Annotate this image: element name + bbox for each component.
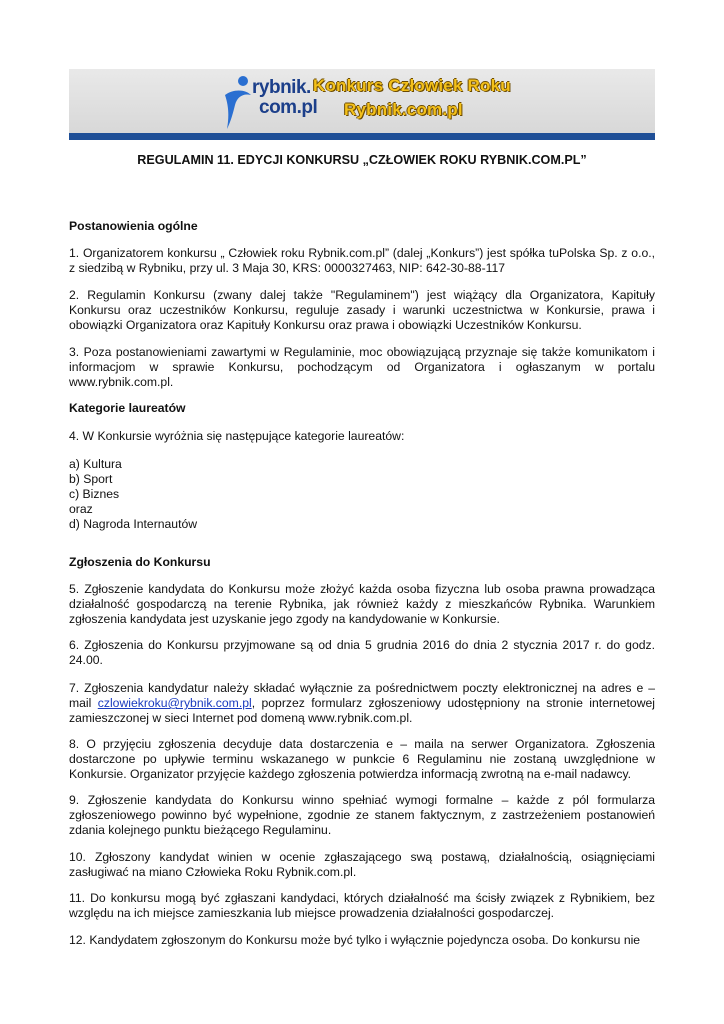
section-heading-submissions: Zgłoszenia do Konkursu xyxy=(69,555,211,569)
paragraph-12: 12. Kandydatem zgłoszonym do Konkursu może być tylko i wyłącznie pojedyncza osoba. Do konkursu nie xyxy=(69,933,641,947)
paragraph-4: 4. W Konkursie wyróżnia się następujące kategorie laureatów: xyxy=(69,429,405,443)
contact-email-link[interactable]: czlowiekroku@rybnik.com.pl xyxy=(97,696,252,710)
category-list xyxy=(69,457,655,532)
paragraph-11: 11. Do konkursu mogą być zgłaszani kandydaci, których działalność ma ścisły związek z Rybnikiem, bez względu na ich miejsce zamieszkania lub miejsce prowadzenia działalności gospodarczej. xyxy=(69,891,655,920)
paragraph-3: 3. Poza postanowieniami zawartymi w Regulaminie, moc obowiązującą przyznaje się także komunikatom i informacjom w sprawie Konkursu, pochodzącym od Organizatora i ogłaszanym w portalu www.rybnik.com.pl. xyxy=(69,345,655,389)
document-title: REGULAMIN 11. EDYCJI KONKURSU „CZŁOWIEK ROKU RYBNIK.COM.PL” xyxy=(137,153,587,167)
paragraph-10: 10. Zgłoszony kandydat winien w ocenie zgłaszającego swą postawą, działalnością, osiągnięciami zasługiwać na miano Człowieka Roku Rybnik.com.pl. xyxy=(69,850,655,879)
list-item: oraz xyxy=(69,502,93,516)
paragraph-5: 5. Zgłoszenie kandydata do Konkursu może złożyć każda osoba fizyczna lub osoba prawna prowadząca działalność gospodarczą na terenie Rybnika, jak również każdy z mieszkańców Rybnika. Warunkiem zgłoszenia kandydata jest uzyskanie jego zgody na kandydowanie w Konkursie. xyxy=(69,582,655,626)
paragraph-9: 9. Zgłoszenie kandydata do Konkursu winno spełniać wymogi formalne – każde z pól formularza zgłoszeniowego powinno być wypełnione, zgodnie ze stanem faktycznym, z zastrzeżeniem postanowień zdania kolejnego punktu bieżącego Regulaminu. xyxy=(69,793,655,837)
list-item: a) Kultura xyxy=(69,457,122,471)
section-heading-categories: Kategorie laureatów xyxy=(69,401,186,415)
header-banner xyxy=(69,69,655,140)
list-item: c) Biznes xyxy=(69,487,120,501)
paragraph-1: 1. Organizatorem konkursu „ Człowiek roku Rybnik.com.pl” (dalej „Konkurs”) jest spółka tuPolska Sp. z o.o., z siedzibą w Rybniku, przy ul. 3 Maja 30, KRS: 0000327463, NIP: 642-30-88-117 xyxy=(69,246,655,275)
list-item: d) Nagroda Internautów xyxy=(69,517,198,531)
paragraph-7-text-end: , poprzez formularz zgłoszeniowy udostępniony na stronie internetowej zamieszczonej w sieci Internet pod domeną www.rybnik.com.pl. xyxy=(69,696,655,725)
runner-logo-icon xyxy=(221,73,255,131)
banner-title-line2: Rybnik.com.pl xyxy=(344,100,463,119)
logo-text-compl: com.pl xyxy=(259,97,318,118)
paragraph-2: 2. Regulamin Konkursu (zwany dalej także "Regulaminem") jest wiążący dla Organizatora, Kapituły Konkursu oraz uczestników Konkursu, reguluje zasady i warunki uczestnictwa w Konkursie, prawa i obowiązki Organizatora oraz Kapituły Konkursu oraz prawa i obowiązki Uczestników Konkursu. xyxy=(69,288,655,332)
section-heading-general: Postanowienia ogólne xyxy=(69,219,198,233)
paragraph-7 xyxy=(69,681,655,726)
paragraph-6: 6. Zgłoszenia do Konkursu przyjmowane są od dnia 5 grudnia 2016 do dnia 2 stycznia 2017 r. do godz. 24.00. xyxy=(69,638,655,667)
list-item: b) Sport xyxy=(69,472,113,486)
paragraph-8: 8. O przyjęciu zgłoszenia decyduje data dostarczenia e – maila na serwer Organizatora. Zgłoszenia dostarczone po upływie terminu wskazanego w punkcie 6 Regulaminu nie zostaną uwzględnione w Konkursie. Organizator przyjęcie każdego zgłoszenia potwierdza informacją zwrotną na e-mail nadawcy. xyxy=(69,737,655,781)
banner-title-line1: Konkurs Człowiek Roku xyxy=(313,76,511,95)
logo xyxy=(221,73,521,131)
paragraph-7-text-start: 7. Zgłoszenia kandydatur należy składać wyłącznie za pośrednictwem poczty elektronicznej na adres e – mail xyxy=(69,681,655,710)
banner-stripe xyxy=(69,133,655,140)
logo-text-rybnik: rybnik. xyxy=(252,77,311,98)
